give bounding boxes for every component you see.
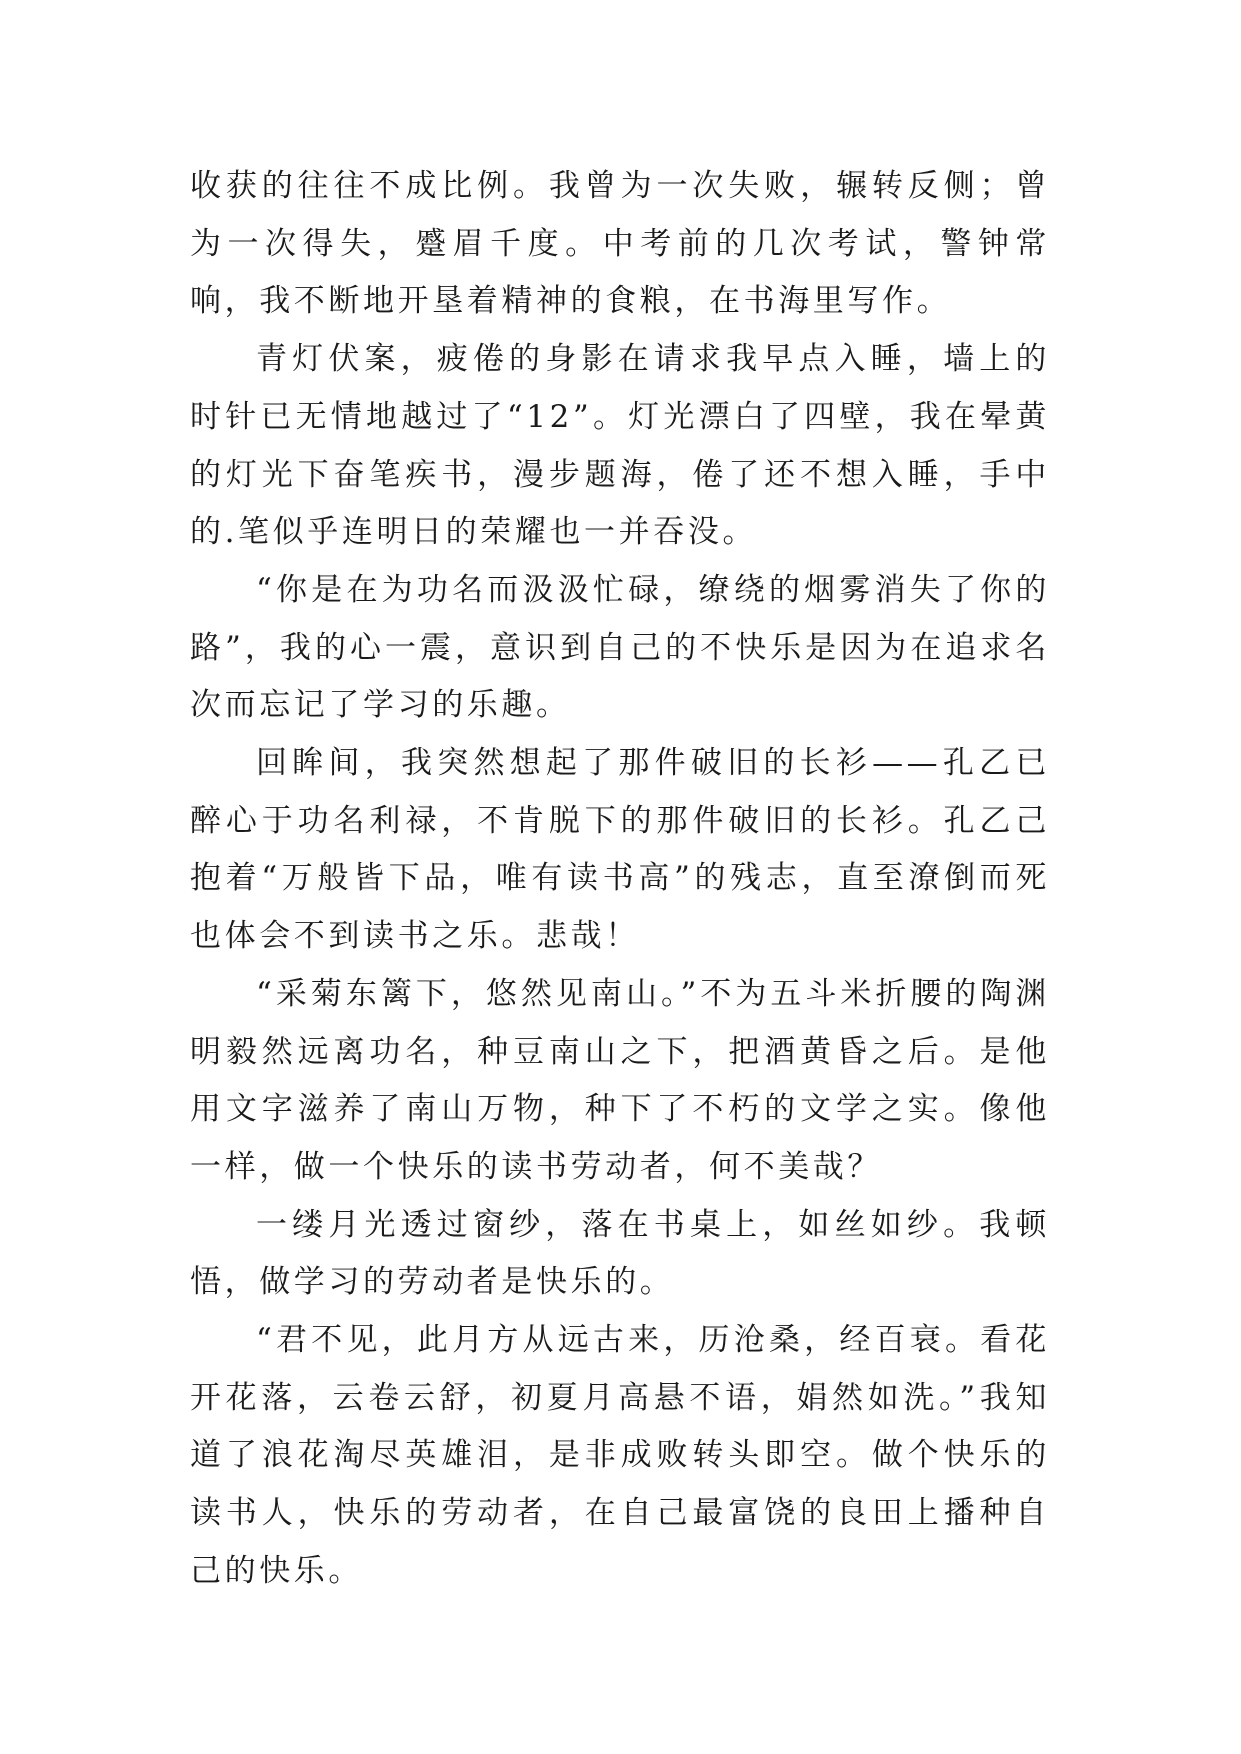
paragraph-2: 青灯伏案，疲倦的身影在请求我早点入睡，墙上的时针已无情地越过了“12”。灯光漂白了四壁，我在晕黄的灯光下奋笔疾书，漫步题海，倦了还不想入睡，手中的.笔似乎连明日的荣耀也一并吞没。 xyxy=(190,341,1050,551)
paragraph-7: “君不见，此月方从远古来，历沧桑，经百衰。看花开花落，云卷云舒，初夏月高悬不语，娟然如洗。”我知道了浪花淘尽英雄泪，是非成败转头即空。做个快乐的读书人，快乐的劳动者，在自己最富饶的良田上播种自己的快乐。 xyxy=(190,1322,1050,1589)
paragraph-5: “采菊东篱下，悠然见南山。”不为五斗米折腰的陶渊明毅然远离功名，种豆南山之下，把酒黄昏之后。是他用文字滋养了南山万物，种下了不朽的文学之实。像他一样，做一个快乐的读书劳动者，何不美哉？ xyxy=(190,975,1050,1185)
document-body xyxy=(190,158,1050,1601)
paragraph-4: 回眸间，我突然想起了那件破旧的长衫——孔乙已醉心于功名利禄，不肯脱下的那件破旧的长衫。孔乙己抱着“万般皆下品，唯有读书高”的残志，直至潦倒而死也体会不到读书之乐。悲哉！ xyxy=(190,745,1050,955)
paragraph-6: 一缕月光透过窗纱，落在书桌上，如丝如纱。我顿悟，做学习的劳动者是快乐的。 xyxy=(190,1206,1050,1301)
paragraph-1: 收获的往往不成比例。我曾为一次失败，辗转反侧；曾为一次得失，蹙眉千度。中考前的几次考试，警钟常响，我不断地开垦着精神的食粮，在书海里写作。 xyxy=(190,168,1050,320)
paragraph-3: “你是在为功名而汲汲忙碌，缭绕的烟雾消失了你的路”，我的心一震，意识到自己的不快乐是因为在追求名次而忘记了学习的乐趣。 xyxy=(190,571,1050,724)
